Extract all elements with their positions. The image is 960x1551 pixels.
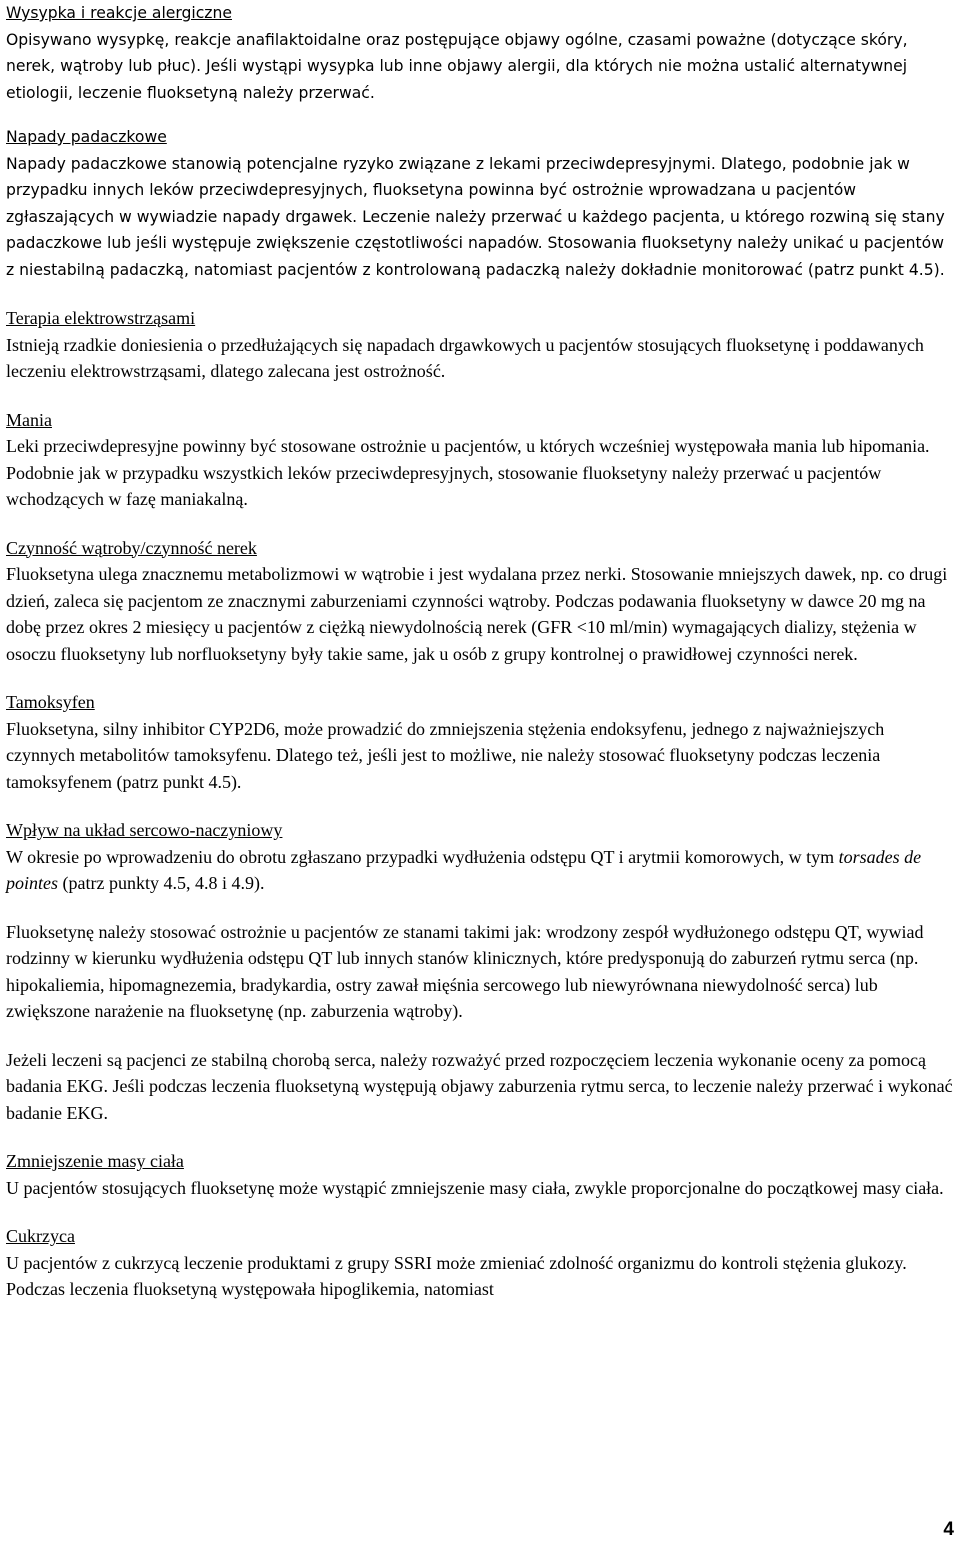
section-diabetes bbox=[6, 1223, 954, 1303]
qt-text-italic: torsades de pointes bbox=[6, 846, 922, 893]
section-heading: Zmniejszenie masy ciała bbox=[6, 1151, 184, 1171]
section-paragraph: U pacjentów stosujących fluoksetynę może wystąpić zmniejszenie masy ciała, zwykle proporcjonalne do początkowej masy ciała. bbox=[6, 1177, 944, 1198]
section-electroconvulsive bbox=[6, 305, 954, 385]
section-mania bbox=[6, 407, 954, 513]
qt-text-before: W okresie po wprowadzeniu do obrotu zgłaszano przypadki wydłużenia odstępu QT i arytmii komorowych, w tym bbox=[6, 846, 839, 867]
section-paragraph: Napady padaczkowe stanowią potencjalne ryzyko związane z lekami przeciwdepresyjnymi. Dlatego, podobnie jak w przypadku innych leków przeciwdepresyjnych, fluoksetyna powinna być ostrożnie wprowadzana u pacjentów zgłaszających w wywiadzie napady drgawek. Leczenie należy przerwać u każdego pacjenta, u którego rozwiną się stany padaczkowe lub jeśli występuje zwiększenie częstotliwości napadów. Stosowania fluoksetyny należy unikać u pacjentów z niestabilną padaczką, natomiast pacjentów z kontrolowaną padaczką należy dokładnie monitorować (patrz punkt 4.5). bbox=[6, 154, 945, 279]
section-paragraph: Jeżeli leczeni są pacjenci ze stabilną chorobą serca, należy rozważyć przed rozpoczęciem leczenia wykonanie oceny za pomocą badania EKG. Jeśli podczas leczenia fluoksetyną występują objawy zaburzenia rytmu serca, to leczenie należy przerwać i wykonać badanie EKG. bbox=[6, 1049, 953, 1123]
section-cardiovascular-cont-1 bbox=[6, 919, 954, 1025]
section-heading: Mania bbox=[6, 409, 52, 430]
section-paragraph: Opisywano wysypkę, reakcje anafilaktoidalne oraz postępujące objawy ogólne, czasami poważne (dotyczące skóry, nerek, wątroby lub płuc). Jeśli wystąpi wysypka lub inne objawy alergii, dla których nie można ustalić alternatywnej etiologii, leczenie fluoksetyną należy przerwać. bbox=[6, 30, 908, 102]
section-heading: Wpływ na układ sercowo-naczyniowy bbox=[6, 820, 283, 840]
section-heading: Wysypka i reakcje alergiczne bbox=[6, 4, 232, 22]
section-cardiovascular-cont-2 bbox=[6, 1047, 954, 1127]
section-paragraph: U pacjentów z cukrzycą leczenie produktami z grupy SSRI może zmieniać zdolność organizmu do kontroli stężenia glukozy. Podczas leczenia fluoksetyną występowała hipoglikemia, natomiast bbox=[6, 1252, 907, 1299]
section-paragraph: Leki przeciwdepresyjne powinny być stosowane ostrożnie u pacjentów, u których wcześniej występowała mania lub hipomania. Podobnie jak w przypadku wszystkich leków przeciwdepresyjnych, stosowanie fluoksetyny należy przerwać u pacjentów wchodzących w fazę maniakalną. bbox=[6, 436, 930, 509]
section-paragraph: Fluoksetyna, silny inhibitor CYP2D6, może prowadzić do zmniejszenia stężenia endoksyfenu, jednego z najważniejszych czynnych metabolitów tamoksyfenu. Dlatego też, jeśli jest to możliwe, nie należy stosować fluoksetyny podczas leczenia tamoksyfenem (patrz punkt 4.5). bbox=[6, 718, 885, 792]
section-paragraph-qt bbox=[6, 844, 954, 897]
page-number: 4 bbox=[943, 1518, 954, 1540]
section-heading: Czynność wątroby/czynność nerek bbox=[6, 537, 257, 558]
section-weight-loss bbox=[6, 1148, 954, 1201]
section-cardiovascular bbox=[6, 817, 954, 897]
section-heading: Tamoksyfen bbox=[6, 692, 95, 712]
section-allergy bbox=[6, 0, 954, 106]
section-tamoxifen bbox=[6, 689, 954, 795]
section-heading: Terapia elektrowstrząsami bbox=[6, 308, 196, 328]
section-seizures bbox=[6, 124, 954, 283]
qt-text-after: (patrz punkty 4.5, 4.8 i 4.9). bbox=[58, 873, 265, 893]
section-heading: Napady padaczkowe bbox=[6, 128, 167, 146]
section-paragraph: Fluoksetyna ulega znacznemu metabolizmowi w wątrobie i jest wydalana przez nerki. Stosowanie mniejszych dawek, np. co drugi dzień, zaleca się pacjentom ze znacznymi zaburzeniami czynności wątroby. Podczas podawania fluoksetyny w dawce 20 mg na dobę przez okres 2 miesięcy u pacjentów z ciężką niewydolnością nerek (GFR <10 ml/min) wymagających dializy, stężenia w osoczu fluoksetyny lub norfluoksetyny były takie same, jak u osób z grupy kontrolnej o prawidłowej czynności nerek. bbox=[6, 564, 948, 664]
section-heading: Cukrzyca bbox=[6, 1226, 75, 1246]
section-liver-kidney bbox=[6, 535, 954, 668]
section-paragraph: Istnieją rzadkie doniesienia o przedłużających się napadach drgawkowych u pacjentów stosujących fluoksetynę i poddawanych leczeniu elektrowstrząsami, dlatego zalecana jest ostrożność. bbox=[6, 334, 924, 381]
section-paragraph: Fluoksetynę należy stosować ostrożnie u pacjentów ze stanami takimi jak: wrodzony zespół wydłużonego odstępu QT, wywiad rodzinny w kierunku wydłużenia odstępu QT lub innych stanów klinicznych, które predysponują do zaburzeń rytmu serca (np. hipokaliemia, hipomagnezemia, bradykardia, ostry zawał mięśnia sercowego lub niewyrównana niewydolność serca) lub zwiększone narażenie na fluoksetynę (np. zaburzenia wątroby). bbox=[6, 921, 924, 1021]
